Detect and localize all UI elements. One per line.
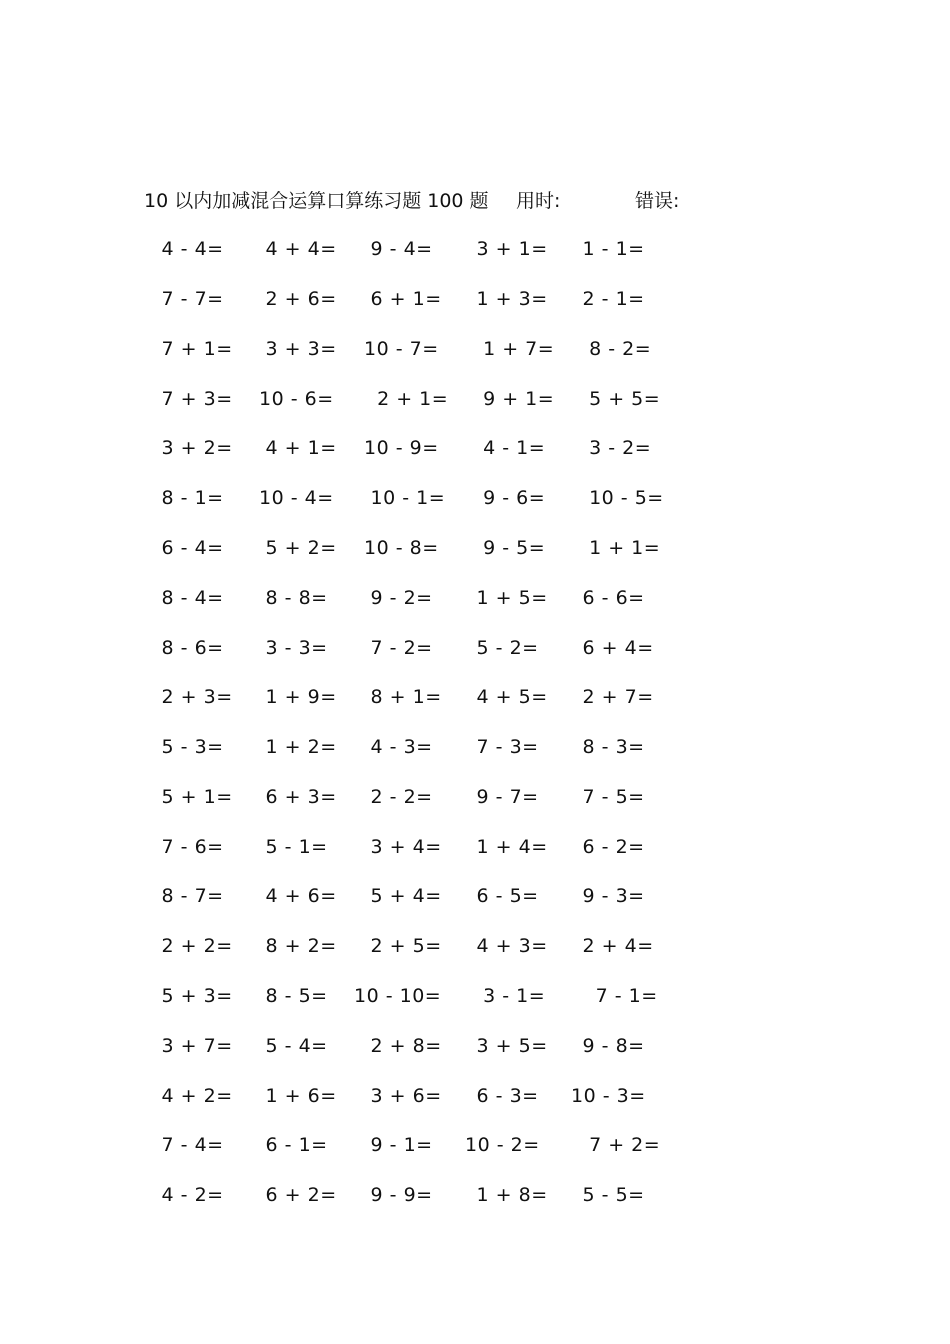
problem: 8 - 5= (259, 985, 328, 1007)
problem: 9 - 1= (364, 1134, 433, 1156)
problem-row (0, 682, 950, 712)
problem: 6 + 2= (259, 1184, 337, 1206)
problem: 5 + 3= (155, 985, 233, 1007)
problem-row (0, 981, 950, 1011)
problem: 6 - 3= (470, 1085, 539, 1107)
problem: 6 - 4= (155, 537, 224, 559)
problem-row (0, 583, 950, 613)
problem: 10 - 4= (259, 487, 334, 509)
problem: 2 + 8= (364, 1035, 442, 1057)
problem: 4 + 5= (470, 686, 548, 708)
problem: 10 - 2= (465, 1134, 540, 1156)
problem: 4 + 4= (259, 238, 337, 260)
problem-row (0, 1081, 950, 1111)
time-used-label: 用时: (516, 190, 561, 212)
problem-row (0, 881, 950, 911)
problem: 2 + 3= (155, 686, 233, 708)
problem: 9 - 3= (576, 885, 645, 907)
problem: 1 + 2= (259, 736, 337, 758)
problem: 10 - 8= (364, 537, 439, 559)
problem-row (0, 732, 950, 762)
problem: 5 - 3= (155, 736, 224, 758)
problem: 4 - 3= (364, 736, 433, 758)
problem: 8 - 6= (155, 637, 224, 659)
problem: 6 + 1= (364, 288, 442, 310)
problem: 3 + 4= (364, 836, 442, 858)
problem-row (0, 931, 950, 961)
problem: 4 + 1= (259, 437, 337, 459)
problem: 7 - 6= (155, 836, 224, 858)
problem: 7 + 2= (576, 1134, 661, 1156)
problem: 1 + 4= (470, 836, 548, 858)
problem: 9 + 1= (470, 388, 555, 410)
problem: 4 - 1= (470, 437, 546, 459)
problem: 7 - 1= (576, 985, 658, 1007)
problem: 9 - 2= (364, 587, 433, 609)
problem: 10 - 5= (576, 487, 664, 509)
problem: 2 + 4= (576, 935, 654, 957)
problem: 4 + 2= (155, 1085, 233, 1107)
problem: 10 - 1= (364, 487, 446, 509)
problem: 8 - 3= (576, 736, 645, 758)
problem: 10 - 9= (364, 437, 439, 459)
problem: 3 + 3= (259, 338, 337, 360)
problem: 7 + 3= (155, 388, 233, 410)
problem: 8 + 2= (259, 935, 337, 957)
problem: 7 - 7= (155, 288, 224, 310)
problem: 5 + 4= (364, 885, 442, 907)
problem: 5 - 1= (259, 836, 328, 858)
problem: 5 - 2= (470, 637, 539, 659)
problem-row (0, 334, 950, 364)
problem: 4 - 2= (155, 1184, 224, 1206)
problem: 5 + 5= (576, 388, 661, 410)
problem: 5 - 4= (259, 1035, 328, 1057)
problem: 5 + 1= (155, 786, 233, 808)
problem-row (0, 234, 950, 264)
problem: 3 + 6= (364, 1085, 442, 1107)
worksheet-title: 10 以内加减混合运算口算练习题 100 题 (144, 190, 489, 212)
problem: 4 + 6= (259, 885, 337, 907)
problem: 7 - 3= (470, 736, 539, 758)
problem: 9 - 6= (470, 487, 546, 509)
problem: 1 + 8= (470, 1184, 548, 1206)
problem-row (0, 384, 950, 414)
problem-row (0, 284, 950, 314)
problem: 3 - 1= (470, 985, 546, 1007)
problem: 2 + 6= (259, 288, 337, 310)
problem: 1 + 5= (470, 587, 548, 609)
problem-row (0, 782, 950, 812)
problem: 9 - 9= (364, 1184, 433, 1206)
problem: 3 + 2= (155, 437, 233, 459)
problem: 3 - 2= (576, 437, 652, 459)
problem: 1 + 6= (259, 1085, 337, 1107)
problem: 7 - 4= (155, 1134, 224, 1156)
problem: 8 - 8= (259, 587, 328, 609)
problem: 10 - 6= (259, 388, 334, 410)
problem: 2 - 1= (576, 288, 645, 310)
problem: 1 - 1= (576, 238, 645, 260)
problem: 8 - 2= (576, 338, 652, 360)
problem-row (0, 832, 950, 862)
problem: 6 - 5= (470, 885, 539, 907)
problem: 2 + 2= (155, 935, 233, 957)
problem: 7 - 2= (364, 637, 433, 659)
problem: 9 - 5= (470, 537, 546, 559)
problem: 1 + 3= (470, 288, 548, 310)
problem: 3 - 3= (259, 637, 328, 659)
problem-row (0, 633, 950, 663)
problem-row (0, 1130, 950, 1160)
problem: 8 + 1= (364, 686, 442, 708)
problem: 4 + 3= (470, 935, 548, 957)
problem: 2 + 1= (364, 388, 449, 410)
problem: 6 + 3= (259, 786, 337, 808)
problem: 6 - 1= (259, 1134, 328, 1156)
problem-row (0, 483, 950, 513)
problem-row (0, 433, 950, 463)
problem: 7 + 1= (155, 338, 233, 360)
problem: 3 + 5= (470, 1035, 548, 1057)
problem: 10 - 7= (364, 338, 439, 360)
problem-row (0, 533, 950, 563)
problem: 3 + 1= (470, 238, 548, 260)
problem: 10 - 10= (354, 985, 442, 1007)
problem: 10 - 3= (571, 1085, 646, 1107)
problem: 9 - 7= (470, 786, 539, 808)
problem: 8 - 7= (155, 885, 224, 907)
problem: 1 + 7= (470, 338, 555, 360)
problem: 5 - 5= (576, 1184, 645, 1206)
problem: 2 + 5= (364, 935, 442, 957)
problem: 4 - 4= (155, 238, 224, 260)
problem: 1 + 9= (259, 686, 337, 708)
problem: 2 - 2= (364, 786, 433, 808)
problem: 8 - 1= (155, 487, 224, 509)
problem: 1 + 1= (576, 537, 661, 559)
problem: 5 + 2= (259, 537, 337, 559)
problem: 6 + 4= (576, 637, 654, 659)
problem-row (0, 1031, 950, 1061)
problem: 7 - 5= (576, 786, 645, 808)
problem-row (0, 1180, 950, 1210)
errors-label: 错误: (635, 190, 680, 212)
problem: 3 + 7= (155, 1035, 233, 1057)
problem: 8 - 4= (155, 587, 224, 609)
problem: 9 - 8= (576, 1035, 645, 1057)
problem: 6 - 6= (576, 587, 645, 609)
problem: 6 - 2= (576, 836, 645, 858)
problem: 2 + 7= (576, 686, 654, 708)
problem: 9 - 4= (364, 238, 433, 260)
